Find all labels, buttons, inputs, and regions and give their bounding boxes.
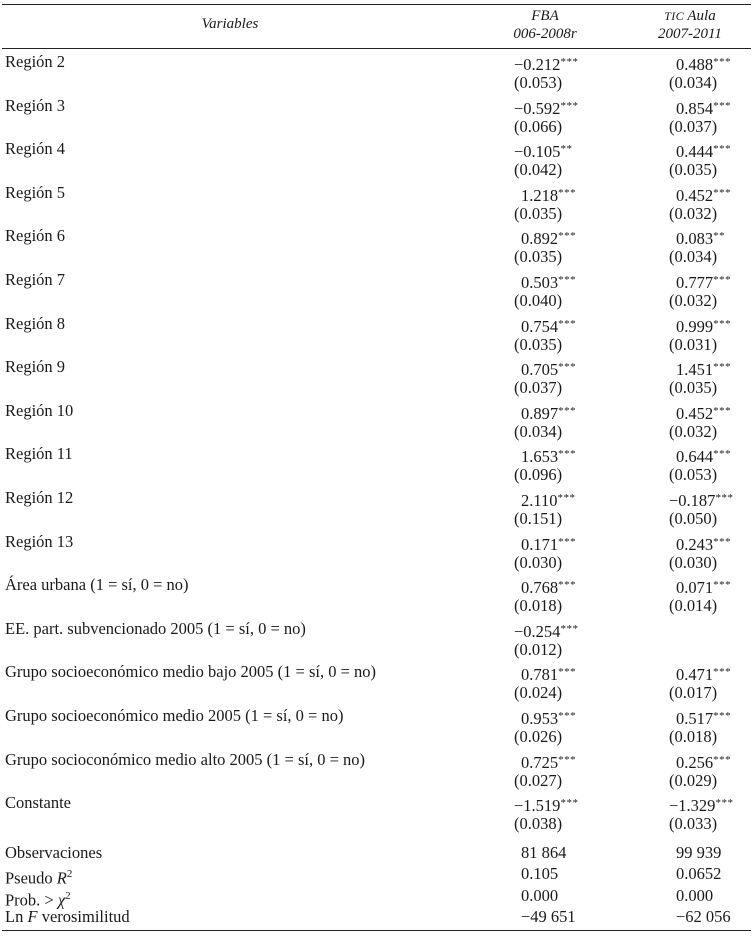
log-likelihood-suffix: verosimilitud bbox=[37, 907, 130, 926]
coef-col1-value: 0.897 bbox=[521, 404, 559, 423]
prob-chi2-sup: 2 bbox=[65, 890, 71, 902]
log-likelihood-var: F bbox=[27, 907, 38, 926]
log-likelihood-col1: −49 651 bbox=[521, 907, 576, 926]
stderr-col1: (0.042) bbox=[514, 160, 563, 179]
coef-col1-value: −0.105 bbox=[514, 142, 561, 161]
coef-col1-value: −0.212 bbox=[514, 55, 561, 74]
row-label: Región 5 bbox=[5, 183, 66, 202]
stderr-col1: (0.034) bbox=[514, 422, 563, 441]
coef-col2-value: 0.644 bbox=[676, 447, 714, 466]
pseudo-r2-prefix: Pseudo bbox=[5, 868, 57, 888]
coef-col1-significance: *** bbox=[560, 797, 579, 809]
coef-col2 bbox=[676, 139, 731, 162]
coef-col2-significance: *** bbox=[713, 754, 732, 766]
coef-col2-significance: *** bbox=[713, 143, 732, 155]
row-label: Región 12 bbox=[5, 488, 74, 507]
coef-col1-value: −0.592 bbox=[514, 99, 561, 118]
coef-col1-value: 0.725 bbox=[521, 753, 559, 772]
coef-col1-value: 0.754 bbox=[521, 317, 559, 336]
row-label: Región 13 bbox=[5, 532, 74, 551]
coef-col1 bbox=[521, 183, 576, 206]
stderr-col2: (0.034) bbox=[669, 73, 718, 92]
coef-col2-significance: *** bbox=[713, 536, 732, 548]
stderr-col2: (0.030) bbox=[669, 553, 718, 572]
stderr-col2: (0.017) bbox=[669, 683, 718, 702]
header-col2-line1 bbox=[630, 7, 750, 25]
coef-col2-value: 0.452 bbox=[676, 404, 714, 423]
coef-col1-significance: *** bbox=[560, 100, 579, 112]
stderr-col2: (0.029) bbox=[669, 771, 718, 790]
stderr-col1: (0.040) bbox=[514, 291, 563, 310]
coef-col1-value: 0.892 bbox=[521, 229, 559, 248]
stderr-col1: (0.018) bbox=[514, 596, 563, 615]
coef-col2 bbox=[676, 532, 731, 555]
row-label: Región 6 bbox=[5, 226, 66, 245]
coef-col2-significance: *** bbox=[713, 666, 732, 678]
stderr-col2: (0.031) bbox=[669, 335, 718, 354]
observations-col2: 99 939 bbox=[676, 843, 722, 862]
stderr-col1: (0.066) bbox=[514, 117, 563, 136]
coef-col2-value: 0.777 bbox=[676, 273, 714, 292]
coef-col2 bbox=[676, 706, 731, 729]
coef-col1-significance: *** bbox=[558, 187, 577, 199]
coef-col1 bbox=[521, 357, 576, 380]
prob-chi2-col1: 0.000 bbox=[521, 886, 559, 905]
header-rule bbox=[2, 48, 751, 49]
coef-col2 bbox=[676, 96, 731, 119]
row-label: Región 4 bbox=[5, 139, 66, 158]
stderr-col2: (0.032) bbox=[669, 422, 718, 441]
coef-col1 bbox=[521, 662, 576, 685]
stderr-col2: (0.014) bbox=[669, 596, 718, 615]
log-likelihood-prefix: Ln bbox=[5, 907, 28, 926]
coef-col1-value: 1.218 bbox=[521, 186, 559, 205]
coef-col2-value: 0.488 bbox=[676, 55, 714, 74]
bottom-rule bbox=[2, 930, 751, 931]
row-label: Región 10 bbox=[5, 401, 74, 420]
stderr-col1: (0.035) bbox=[514, 204, 563, 223]
row-label: Grupo socioeconómico medio bajo 2005 (1 = sí, 0 = no) bbox=[5, 662, 377, 681]
observations-col1: 81 864 bbox=[521, 843, 567, 862]
coef-col2 bbox=[676, 226, 725, 249]
row-label: Constante bbox=[5, 793, 71, 812]
row-label: Grupo socioeconómico medio 2005 (1 = sí, 0 = no) bbox=[5, 706, 344, 725]
coef-col2-significance: *** bbox=[713, 710, 732, 722]
coef-col2 bbox=[676, 575, 731, 598]
stderr-col1: (0.027) bbox=[514, 771, 563, 790]
coef-col2 bbox=[676, 662, 731, 685]
pseudo-r2-sup: 2 bbox=[66, 868, 73, 880]
header-variables: Variables bbox=[201, 16, 259, 32]
coef-col1 bbox=[521, 444, 576, 467]
coef-col2-value: −0.187 bbox=[669, 491, 716, 510]
coef-col2-value: 0.471 bbox=[676, 665, 714, 684]
stderr-col2: (0.033) bbox=[669, 814, 718, 833]
stderr-col2: (0.034) bbox=[669, 247, 718, 266]
coef-col2-value: 0.452 bbox=[676, 186, 714, 205]
observations-label: Observaciones bbox=[5, 843, 103, 862]
stderr-col1: (0.096) bbox=[514, 465, 563, 484]
stderr-col1: (0.053) bbox=[514, 73, 563, 92]
stderr-col1: (0.037) bbox=[514, 378, 563, 397]
coef-col1 bbox=[521, 575, 576, 598]
coef-col1-value: 1.653 bbox=[521, 447, 559, 466]
stderr-col2: (0.032) bbox=[669, 204, 718, 223]
stderr-col2: (0.035) bbox=[669, 160, 718, 179]
coef-col2 bbox=[676, 750, 731, 773]
coef-col1-significance: *** bbox=[558, 318, 577, 330]
stderr-col1: (0.024) bbox=[514, 683, 563, 702]
header-col2-line2: 2007-2011 bbox=[658, 26, 722, 42]
coef-col1-value: 0.503 bbox=[521, 273, 559, 292]
coef-col2-value: 0.071 bbox=[676, 578, 714, 597]
coef-col1-significance: *** bbox=[558, 405, 577, 417]
coef-col1 bbox=[521, 314, 576, 337]
coef-col1-value: 0.171 bbox=[521, 535, 559, 554]
coef-col1 bbox=[514, 619, 578, 642]
coef-col2-significance: *** bbox=[715, 492, 734, 504]
pseudo-r2-label bbox=[5, 864, 72, 889]
stderr-col2: (0.050) bbox=[669, 509, 718, 528]
header-col2-prefix: TIC bbox=[664, 9, 684, 23]
row-label: Área urbana (1 = sí, 0 = no) bbox=[5, 575, 189, 594]
coef-col1-value: 0.781 bbox=[521, 665, 559, 684]
header-col1-line1: FBA bbox=[531, 8, 559, 24]
coef-col2 bbox=[676, 401, 731, 424]
stderr-col1: (0.151) bbox=[514, 509, 563, 528]
coef-col1 bbox=[521, 706, 576, 729]
coef-col2-value: 0.517 bbox=[676, 709, 714, 728]
pseudo-r2-var: R bbox=[56, 868, 67, 888]
coef-col2-value: 1.451 bbox=[676, 360, 714, 379]
coef-col1 bbox=[521, 750, 576, 773]
coef-col1 bbox=[521, 270, 576, 293]
coef-col2-value: 0.083 bbox=[676, 229, 714, 248]
stderr-col1: (0.038) bbox=[514, 814, 563, 833]
prob-chi2-var: χ bbox=[57, 890, 66, 910]
stderr-col1: (0.012) bbox=[514, 640, 563, 659]
stderr-col2: (0.035) bbox=[669, 378, 718, 397]
row-label: Región 7 bbox=[5, 270, 66, 289]
stderr-col1: (0.035) bbox=[514, 335, 563, 354]
coef-col1 bbox=[514, 139, 572, 162]
stderr-col2: (0.018) bbox=[669, 727, 718, 746]
stderr-col2: (0.032) bbox=[669, 291, 718, 310]
coef-col2 bbox=[676, 444, 731, 467]
coef-col1 bbox=[514, 793, 578, 816]
coef-col2 bbox=[676, 183, 731, 206]
coef-col1 bbox=[521, 401, 576, 424]
coef-col2-significance: *** bbox=[713, 56, 732, 68]
coef-col1-significance: *** bbox=[558, 579, 577, 591]
coef-col1 bbox=[521, 532, 576, 555]
coef-col2-significance: *** bbox=[713, 100, 732, 112]
coef-col1-significance: *** bbox=[558, 754, 577, 766]
coef-col1 bbox=[514, 52, 578, 75]
prob-chi2-prefix: Prob. > bbox=[5, 890, 58, 910]
coef-col2-significance: *** bbox=[713, 579, 732, 591]
stderr-col1: (0.030) bbox=[514, 553, 563, 572]
coef-col1-significance: ** bbox=[560, 143, 573, 155]
coef-col2 bbox=[676, 52, 731, 75]
coef-col1-value: 0.705 bbox=[521, 360, 559, 379]
coef-col1-significance: *** bbox=[558, 448, 577, 460]
coef-col2-significance: *** bbox=[713, 274, 732, 286]
coef-col1-significance: *** bbox=[558, 361, 577, 373]
top-rule bbox=[2, 4, 751, 5]
coef-col1-significance: *** bbox=[560, 623, 579, 635]
row-label: Región 11 bbox=[5, 444, 73, 463]
row-label: Región 2 bbox=[5, 52, 66, 71]
coef-col1-significance: *** bbox=[558, 710, 577, 722]
pseudo-r2-col2: 0.0652 bbox=[676, 864, 722, 883]
coef-col2-significance: ** bbox=[713, 230, 726, 242]
coef-col2 bbox=[676, 270, 731, 293]
coef-col2-value: 0.999 bbox=[676, 317, 714, 336]
coef-col1-value: 0.953 bbox=[521, 709, 559, 728]
coef-col2-value: 0.444 bbox=[676, 142, 714, 161]
prob-chi2-col2: 0.000 bbox=[676, 886, 714, 905]
coef-col1-significance: *** bbox=[558, 666, 577, 678]
coef-col2 bbox=[669, 488, 733, 511]
coef-col1-significance: *** bbox=[558, 536, 577, 548]
coef-col2-significance: *** bbox=[713, 187, 732, 199]
coef-col2-value: −1.329 bbox=[669, 796, 716, 815]
coef-col2 bbox=[676, 357, 731, 380]
header-col2-suffix: Aula bbox=[687, 8, 716, 24]
header-col1-line2: 006-2008r bbox=[513, 26, 577, 42]
stderr-col1: (0.035) bbox=[514, 247, 563, 266]
coef-col1 bbox=[514, 96, 578, 119]
coef-col2 bbox=[669, 793, 733, 816]
row-label: Región 9 bbox=[5, 357, 66, 376]
stderr-col2: (0.053) bbox=[669, 465, 718, 484]
coef-col1-value: −1.519 bbox=[514, 796, 561, 815]
coef-col2-significance: *** bbox=[715, 797, 734, 809]
coef-col2-significance: *** bbox=[713, 405, 732, 417]
row-label: EE. part. subvencionado 2005 (1 = sí, 0 = no) bbox=[5, 619, 306, 638]
log-likelihood-label bbox=[5, 907, 130, 927]
row-label: Región 8 bbox=[5, 314, 66, 333]
coef-col1-significance: *** bbox=[560, 56, 579, 68]
stderr-col2: (0.037) bbox=[669, 117, 718, 136]
coef-col2 bbox=[676, 314, 731, 337]
row-label: Grupo socioconómico medio alto 2005 (1 = sí, 0 = no) bbox=[5, 750, 366, 769]
coef-col1-value: 2.110 bbox=[521, 491, 558, 510]
coef-col1-value: 0.768 bbox=[521, 578, 559, 597]
coef-col1-significance: *** bbox=[558, 230, 577, 242]
coef-col1 bbox=[521, 226, 576, 249]
coef-col2-value: 0.243 bbox=[676, 535, 714, 554]
coef-col1-significance: *** bbox=[558, 274, 577, 286]
coef-col1-value: −0.254 bbox=[514, 622, 561, 641]
stderr-col1: (0.026) bbox=[514, 727, 563, 746]
row-label: Región 3 bbox=[5, 96, 66, 115]
header-col1 bbox=[480, 7, 610, 43]
coef-col2-significance: *** bbox=[713, 448, 732, 460]
log-likelihood-col2: −62 056 bbox=[676, 907, 731, 926]
coef-col2-value: 0.854 bbox=[676, 99, 714, 118]
coef-col2-significance: *** bbox=[713, 318, 732, 330]
coef-col2-significance: *** bbox=[713, 361, 732, 373]
coef-col1-significance: *** bbox=[557, 492, 576, 504]
coef-col2-value: 0.256 bbox=[676, 753, 714, 772]
coef-col1 bbox=[521, 488, 576, 511]
pseudo-r2-col1: 0.105 bbox=[521, 864, 559, 883]
header-col2 bbox=[630, 7, 750, 43]
